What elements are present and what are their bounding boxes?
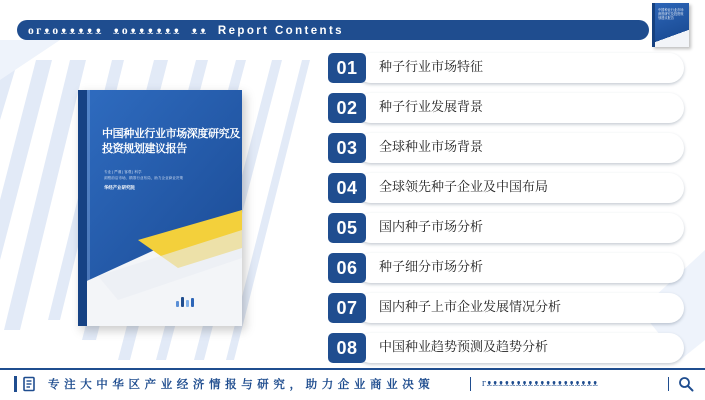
toc-item-label: 种子行业发展背景	[379, 100, 484, 115]
toc-item-01[interactable]	[328, 53, 684, 83]
toc-item-label: 全球领先种子企业及中国布局	[379, 180, 549, 195]
toc-item-label: 国内种子市场分析	[379, 220, 484, 235]
toc-item-04[interactable]	[328, 173, 684, 203]
toc-item-number: 05	[328, 213, 366, 243]
toc-item-06[interactable]	[328, 253, 684, 283]
footer-separator	[470, 377, 471, 391]
cover-tags: 专业 | 严谨 | 客观 | 科学	[104, 170, 142, 174]
report-icon	[22, 376, 38, 392]
footer-website[interactable]: ᴦᴥᴥᴥᴥᴥᴥᴥᴥᴥᴥᴥᴥᴥᴥᴥᴥᴥᴥᴥ	[482, 378, 599, 389]
report-cover	[78, 90, 242, 326]
toc-item-02[interactable]	[328, 93, 684, 123]
cover-spine	[78, 90, 87, 326]
toc-item-08[interactable]	[328, 333, 684, 363]
cover-title: 中国种业行业市场深度研究及投资规划建议报告	[102, 127, 240, 155]
publisher-logo-icon	[176, 297, 194, 307]
header-subtitle: Report Contents	[217, 25, 344, 37]
footer-slogan: 专注大中华区产业经济情报与研究，助力企业商业决策	[48, 377, 435, 391]
toc-item-number: 03	[328, 133, 366, 163]
toc-item-label: 国内种子上市企业发展情况分析	[379, 300, 562, 315]
header-title	[28, 22, 344, 38]
cover-tagline: 洞察前沿市场，精准行业布局，助力企业商业决策	[104, 176, 184, 180]
header-title-glyphs: ᴏᴦᴥᴏᴥᴥᴥᴥᴥ ᴥᴏᴥᴥᴥᴥᴥᴥ ᴥᴥ	[28, 23, 209, 37]
search-icon[interactable]	[678, 376, 694, 392]
toc-item-05[interactable]	[328, 213, 684, 243]
toc-item-label: 种子行业市场特征	[379, 60, 484, 75]
thumbnail-title: 中国种业行业市场深度研究及投资规划建议报告	[658, 8, 684, 20]
toc-item-label: 中国种业趋势预测及趋势分析	[379, 340, 549, 355]
cover-spine-highlight	[87, 90, 90, 326]
toc-item-07[interactable]	[328, 293, 684, 323]
toc-item-label: 全球种业市场背景	[379, 140, 484, 155]
toc-item-label: 种子细分市场分析	[379, 260, 484, 275]
footer-separator	[668, 377, 669, 391]
toc-item-number: 08	[328, 333, 366, 363]
footer-accent-bar	[14, 376, 17, 392]
thumbnail-spine	[652, 3, 655, 47]
cover-publisher: 华经产业研究院	[104, 185, 135, 190]
footer-divider	[0, 368, 705, 370]
toc-item-03[interactable]	[328, 133, 684, 163]
report-thumbnail[interactable]	[652, 3, 689, 47]
toc-item-number: 02	[328, 93, 366, 123]
toc-item-number: 04	[328, 173, 366, 203]
toc-item-number: 06	[328, 253, 366, 283]
toc-item-number: 07	[328, 293, 366, 323]
toc-item-number: 01	[328, 53, 366, 83]
